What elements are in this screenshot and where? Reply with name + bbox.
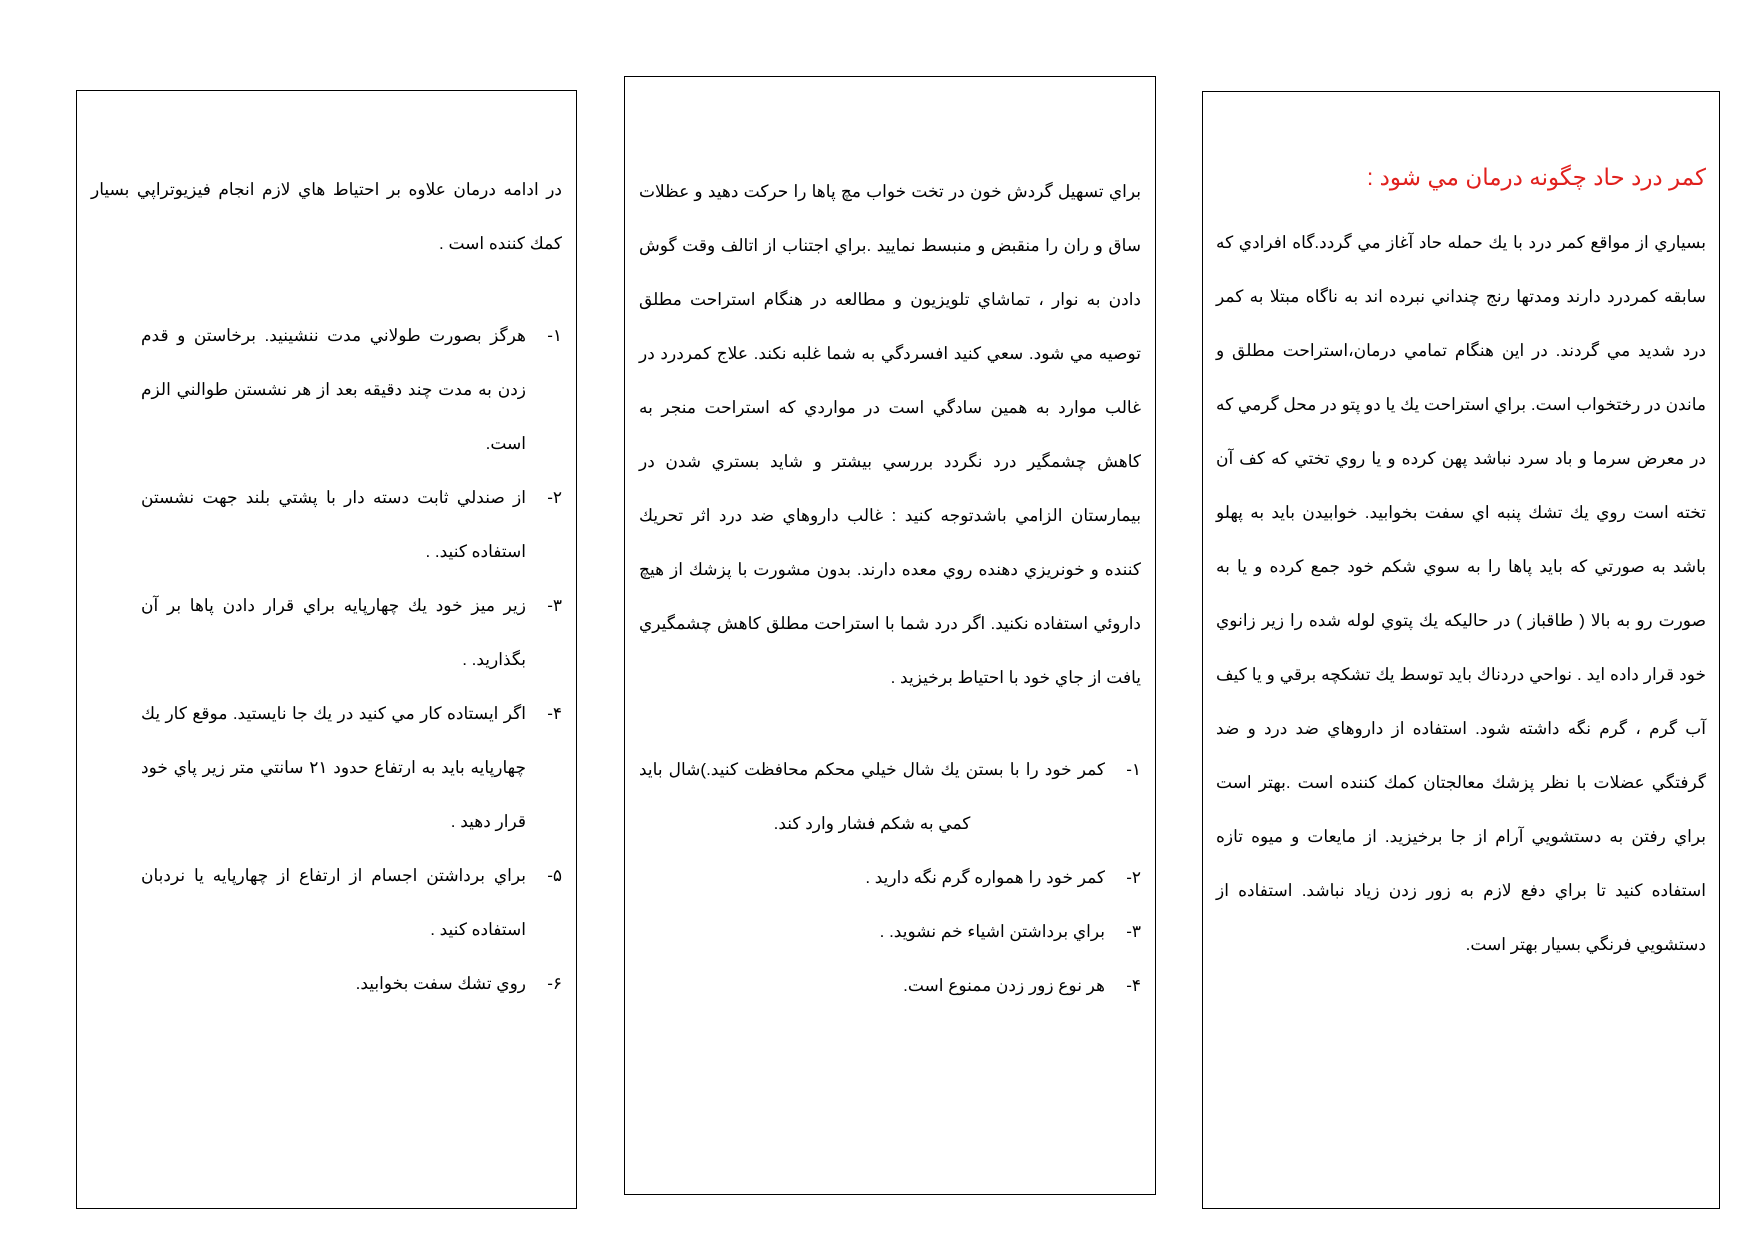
list-item: [141, 957, 562, 1011]
list-item: [639, 905, 1141, 959]
list-item: [639, 743, 1141, 851]
item-number: ۵-: [547, 866, 562, 885]
item-number: ۴-: [547, 704, 562, 723]
item-text: هرگز بصورت طولاني مدت ننشينيد. برخاستن و قدم زدن به مدت چند دقيقه بعد از هر نشستن طوالني الزم است.: [141, 326, 526, 453]
item-text: زير ميز خود يك چهارپايه براي قرار دادن پاها بر آن بگذاريد. .: [141, 596, 526, 669]
physio-paragraph: در ادامه درمان علاوه بر احتياط هاي لازم انجام فيزيوتراپي بسيار كمك كننده است .: [91, 180, 562, 253]
item-text: روي تشك سفت بخوابيد.: [355, 974, 526, 993]
list-item: [639, 959, 1141, 1013]
item-number: ۳-: [547, 596, 562, 615]
item-number: ۴-: [1126, 976, 1141, 995]
item-text: براي برداشتن اشياء خم نشويد. .: [879, 922, 1105, 941]
list-item: [639, 851, 1141, 905]
tips-list: [91, 309, 562, 1011]
precautions-list: [639, 743, 1141, 1013]
item-text: از صندلي ثابت دسته دار با پشتي بلند جهت نشستن استفاده كنيد. .: [141, 488, 526, 561]
panel-middle: [624, 76, 1156, 1195]
list-item: [141, 471, 562, 579]
item-number: ۱-: [547, 326, 562, 345]
item-number: ۶-: [547, 974, 562, 993]
panel-left: [76, 90, 577, 1209]
list-item: [141, 579, 562, 687]
item-number: ۲-: [547, 488, 562, 507]
item-number: ۳-: [1126, 922, 1141, 941]
list-item: [141, 849, 562, 957]
list-item: [141, 687, 562, 849]
item-text: هر نوع زور زدن ممنوع است.: [903, 976, 1105, 995]
item-text: براي برداشتن اجسام از ارتفاع از چهارپايه يا نردبان استفاده كنيد .: [141, 866, 526, 939]
intro-paragraph: بسياري از مواقع كمر درد با يك حمله حاد آغاز مي گردد.گاه افرادي كه سابقه كمردرد دارند ومدتها رنج چنداني نبرده اند به ناگاه مبتلا به كمر درد شديد مي گردند. در اين هنگام تمامي درمان،استراحت مطلق و ماندن در رختخواب است. براي استراحت يك يا دو پتو در محل گرمي كه در معرض سرما و باد سرد نباشد پهن كرده و يا روي تختي كه كف آن تخته است روي يك تشك پنبه اي سفت بخوابيد. خوابيدن بايد به پهلو باشد به صورتي كه بايد پاها را به سوي شكم خود جمع كرده و يا به صورت رو به بالا ( طاقباز ) در حاليكه يك پتوي لوله شده را زير زانوي خود قرار داده ايد . نواحي دردناك بايد توسط يك تشكچه برقي و يا كيف آب گرم ، گرم نگه داشته شود. استفاده از داروهاي ضد درد و ضد گرفتگي عضلات با نظر پزشك معالجتان كمك كننده است .بهتر است براي رفتن به دستشويي آرام از جا برخيزيد. از مايعات و ميوه تازه استفاده كنيد تا براي دفع لازم به زور زدن زياد نباشد. استفاده از دستشويي فرنگي بسيار بهتر است.: [1216, 233, 1706, 954]
item-number: ۱-: [1126, 760, 1141, 779]
section-heading: كمر درد حاد چگونه درمان مي شود :: [1366, 164, 1706, 190]
list-item: [141, 309, 562, 471]
treatment-paragraph: براي تسهيل گردش خون در تخت خواب مچ پاها را حركت دهيد و عظلات ساق و ران را منقبض و منبسط نماييد .براي اجتناب از اتالف وقت گوش دادن به نوار ، تماشاي تلويزيون و مطالعه در هنگام استراحت مطلق توصيه مي شود. سعي كنيد افسردگي به شما غلبه نكند. علاج كمردرد در غالب موارد به همين سادگي است در مواردي كه استراحت منجر به كاهش چشمگير درد نگردد بررسي بيشتر و شايد بستري شدن در بيمارستان الزامي باشدتوجه كنيد : غالب داروهاي ضد درد اثر تحريك كننده و خونريزي دهنده روي معده دارند. بدون مشورت با پزشك از هيچ داروئي استفاده نكنيد. اگر درد شما با استراحت مطلق كاهش چشمگيري يافت از جاي خود با احتياط برخيزيد .: [639, 182, 1141, 687]
item-text: كمر خود را همواره گرم نگه داريد .: [865, 868, 1105, 887]
item-text: كمر خود را با بستن يك شال خيلي محكم محافظت كنيد.)شال بايد كمي به شكم فشار وارد كند.: [639, 760, 1105, 833]
panel-right: [1202, 91, 1720, 1209]
item-text: اگر ايستاده كار مي كنيد در يك جا نايستيد. موقع كار يك چهارپايه بايد به ارتفاع حدود ۲۱ سانتي متر زير پاي خود قرار دهيد .: [141, 704, 526, 831]
item-number: ۲-: [1126, 868, 1141, 887]
